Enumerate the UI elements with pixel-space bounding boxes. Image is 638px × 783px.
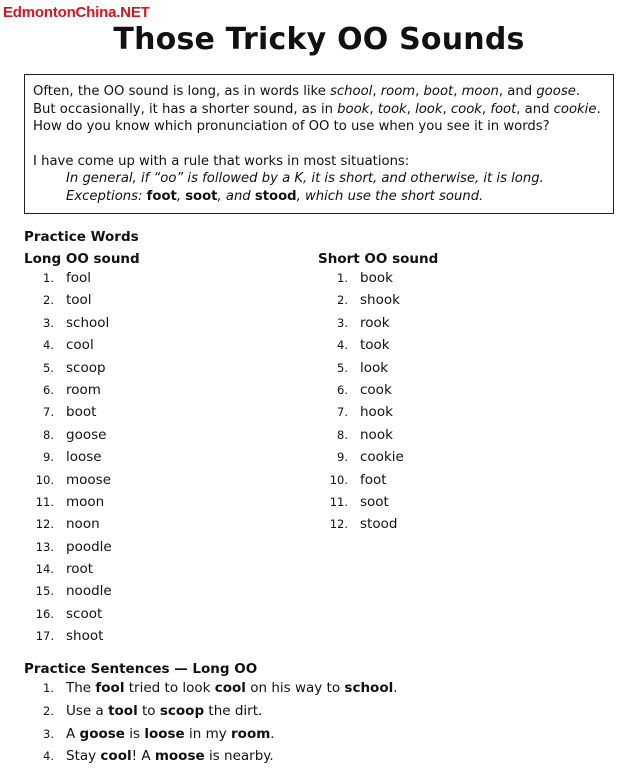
list-number: 3.: [43, 315, 54, 330]
list-number: 1.: [337, 271, 348, 285]
short-oo-item: [318, 404, 404, 426]
short-oo-item: [318, 427, 404, 449]
list-word: scoot: [66, 605, 103, 622]
list-word: poodle: [66, 538, 112, 555]
intro-line-1: Often, the OO sound is long, as in words like school, room, boot, moon, and goose.: [33, 84, 581, 99]
long-oo-item: [24, 382, 112, 404]
short-oo-item: [318, 270, 404, 292]
list-number: 1.: [43, 271, 54, 285]
sentence-text: Use a tool to scoop the dirt.: [66, 702, 263, 719]
long-oo-item: [24, 516, 112, 538]
practice-sentences-heading: Practice Sentences — Long OO: [24, 661, 258, 677]
list-number: 6.: [337, 382, 348, 397]
list-number: 2.: [337, 293, 348, 308]
sentence-item: [24, 680, 398, 703]
long-oo-item: [24, 494, 112, 516]
short-oo-item: [318, 292, 404, 314]
list-number: 9.: [337, 450, 348, 465]
list-number: 10.: [35, 472, 54, 487]
page-title: Those Tricky OO Sounds: [113, 22, 525, 57]
short-oo-item: [318, 382, 404, 404]
list-number: 2.: [43, 703, 54, 718]
list-word: look: [360, 359, 389, 376]
long-oo-heading: Long OO sound: [24, 251, 140, 267]
list-number: 1.: [43, 681, 54, 695]
long-oo-item: [24, 315, 112, 337]
list-word: moose: [66, 471, 112, 488]
exceptions-text: Exceptions: foot, soot, and stood, which use the short sound.: [66, 188, 484, 204]
list-word: fool: [66, 270, 92, 286]
short-oo-item: [318, 449, 404, 471]
long-oo-item: [24, 449, 112, 471]
intro-box: [24, 74, 614, 214]
intro-line-2: But occasionally, it has a shorter sound, as in book, took, look, cook, foot, and cookie.: [33, 101, 601, 117]
list-word: shook: [360, 292, 400, 309]
list-word: soot: [360, 493, 389, 510]
long-oo-item: [24, 606, 112, 628]
list-word: foot: [360, 471, 387, 488]
list-number: 7.: [43, 405, 54, 420]
short-oo-item: [318, 360, 404, 382]
list-number: 2.: [43, 293, 54, 308]
list-word: moon: [66, 493, 105, 510]
short-oo-heading: Short OO sound: [318, 251, 439, 267]
short-oo-item: [318, 315, 404, 337]
long-oo-item: [24, 561, 112, 583]
list-word: stood: [360, 516, 398, 533]
list-number: 12.: [35, 517, 54, 532]
long-oo-item: [24, 539, 112, 561]
watermark-logo: EdmontonChina.NET: [3, 4, 150, 21]
long-oo-item: [24, 292, 112, 314]
list-number: 15.: [35, 584, 54, 599]
list-number: 11.: [35, 494, 54, 509]
list-number: 10.: [329, 472, 348, 487]
long-oo-list: [24, 270, 112, 651]
list-number: 4.: [337, 338, 348, 353]
intro-line-4: I have come up with a rule that works in most situations:: [33, 153, 410, 169]
list-number: 14.: [35, 562, 54, 577]
list-number: 17.: [35, 629, 54, 644]
long-oo-item: [24, 360, 112, 382]
list-word: school: [66, 314, 110, 331]
sentence-item: [24, 726, 398, 749]
intro-line-3: How do you know which pronunciation of OO to use when you see it in words?: [33, 119, 550, 134]
list-number: 3.: [43, 726, 54, 741]
list-word: scoop: [66, 359, 106, 376]
list-word: tool: [66, 292, 92, 309]
list-word: noodle: [66, 583, 112, 600]
list-number: 5.: [337, 360, 348, 375]
list-word: nook: [360, 426, 393, 443]
list-word: cookie: [360, 449, 404, 466]
sentence-item: [24, 703, 398, 726]
list-number: 5.: [43, 360, 54, 375]
short-oo-item: [318, 516, 404, 538]
list-word: took: [360, 337, 390, 354]
list-word: root: [66, 561, 94, 578]
rule-text: In general, if “oo” is followed by a K, it is short, and otherwise, it is long.: [66, 171, 544, 186]
sentence-item: [24, 748, 398, 771]
list-number: 13.: [35, 539, 54, 554]
short-oo-item: [318, 337, 404, 359]
sentence-text: The fool tried to look cool on his way to school.: [66, 680, 398, 696]
list-word: shoot: [66, 628, 104, 645]
list-number: 8.: [337, 427, 348, 442]
practice-sentences-list: [24, 680, 398, 771]
long-oo-item: [24, 427, 112, 449]
list-number: 6.: [43, 382, 54, 397]
list-word: noon: [66, 516, 100, 533]
long-oo-item: [24, 472, 112, 494]
list-word: room: [66, 381, 101, 398]
list-word: hook: [360, 404, 393, 421]
list-number: 11.: [329, 494, 348, 509]
short-oo-item: [318, 494, 404, 516]
long-oo-item: [24, 337, 112, 359]
long-oo-item: [24, 628, 112, 650]
list-word: loose: [66, 449, 102, 466]
list-number: 12.: [329, 517, 348, 532]
list-number: 7.: [337, 405, 348, 420]
list-number: 16.: [35, 606, 54, 621]
sentence-text: A goose is loose in my room.: [66, 725, 275, 742]
sentence-text: Stay cool! A moose is nearby.: [66, 748, 274, 765]
list-word: cool: [66, 337, 94, 354]
long-oo-item: [24, 583, 112, 605]
list-number: 4.: [43, 338, 54, 353]
list-number: 3.: [337, 315, 348, 330]
short-oo-list: [318, 270, 404, 539]
list-word: boot: [66, 404, 97, 421]
practice-words-heading: Practice Words: [24, 229, 139, 245]
short-oo-item: [318, 472, 404, 494]
list-word: book: [360, 270, 393, 286]
list-number: 9.: [43, 450, 54, 465]
long-oo-item: [24, 270, 112, 292]
list-word: cook: [360, 381, 392, 398]
long-oo-item: [24, 404, 112, 426]
list-number: 4.: [43, 749, 54, 764]
list-number: 8.: [43, 427, 54, 442]
list-word: rook: [360, 314, 390, 331]
list-word: goose: [66, 426, 107, 443]
